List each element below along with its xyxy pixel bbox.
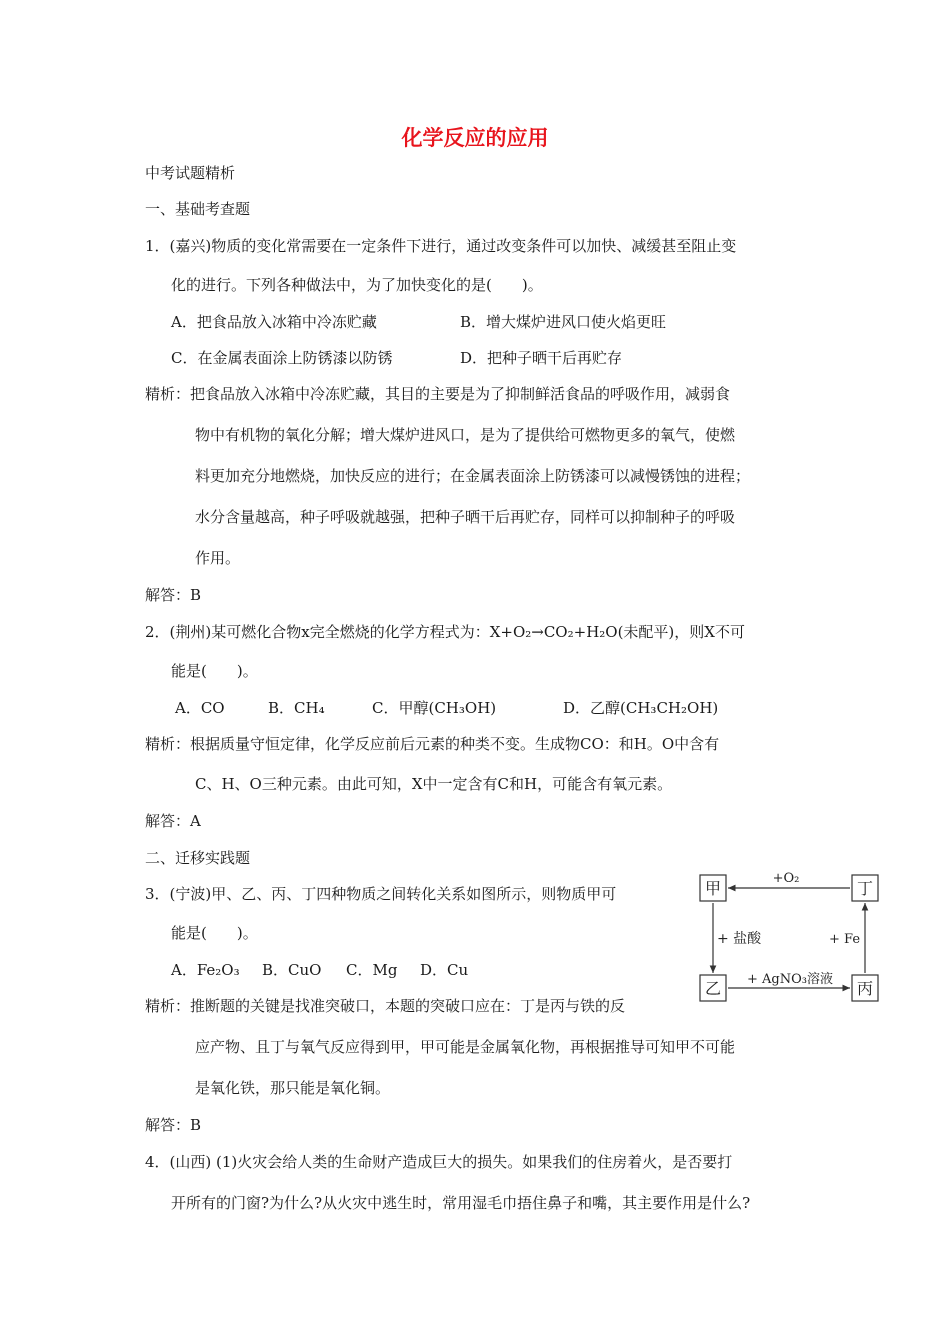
- question-3-analysis-line: 应产物、且丁与氧气反应得到甲，甲可能是金属氧化物，再根据推导可知甲不可能: [195, 1038, 736, 1056]
- question-1-analysis-line: 水分含量越高，种子呼吸就越强，把种子晒干后再贮存，同样可以抑制种子的呼吸: [195, 508, 736, 526]
- question-2-line-1: 2．(荆州)某可燃化合物x完全燃烧的化学方程式为：X+O₂→CO₂+H₂O(未配平)，则X不可: [145, 623, 745, 641]
- question-3-option-b: B．CuO: [262, 961, 322, 979]
- question-1-analysis-line: 物中有机物的氧化分解；增大煤炉进风口，是为了提供给可燃物更多的氧气，使燃: [195, 426, 736, 444]
- question-3-option-a: A．Fe₂O₃: [171, 961, 240, 979]
- question-1-option-b: B．增大煤炉进风口使火焰更旺: [460, 313, 667, 331]
- label-bing: 丙: [856, 979, 874, 998]
- question-2-analysis-line: C、H、O三种元素。由此可知，X中一定含有C和H，可能含有氧元素。: [195, 775, 673, 793]
- question-1-option-d: D．把种子晒干后再贮存: [460, 349, 623, 367]
- question-2-answer: 解答：A: [145, 812, 201, 830]
- question-2-analysis-line: 精析：根据质量守恒定律，化学反应前后元素的种类不变。生成物CO：和H。O中含有: [145, 735, 720, 753]
- question-3-option-d: D．Cu: [420, 961, 469, 979]
- section-heading: 一、基础考查题: [145, 200, 251, 218]
- question-2-option-c: C．甲醇(CH₃OH): [372, 699, 497, 717]
- question-4-line-2: 开所有的门窗?为什么?从火灾中逃生时，常用湿毛巾捂住鼻子和嘴，其主要作用是什么?: [171, 1194, 751, 1212]
- question-1-analysis-line: 料更加充分地燃烧，加快反应的进行；在金属表面涂上防锈漆可以减慢锈蚀的进程；: [195, 467, 751, 485]
- label-yi: 乙: [704, 979, 722, 998]
- question-3-line-1: 3．(宁波)甲、乙、丙、丁四种物质之间转化关系如图所示，则物质甲可: [145, 885, 617, 903]
- question-2-option-d: D．乙醇(CH₃CH₂OH): [563, 699, 719, 717]
- conversion-diagram: [690, 865, 890, 1015]
- question-1-option-c: C．在金属表面涂上防锈漆以防锈: [171, 349, 393, 367]
- heading: 中考试题精析: [145, 164, 236, 182]
- label-hcl: + 盐酸: [717, 931, 762, 947]
- question-3-analysis-line: 精析：推断题的关键是找准突破口，本题的突破口应在：丁是丙与铁的反: [145, 997, 626, 1015]
- section-heading: 二、迁移实践题: [145, 849, 251, 867]
- question-4-line-1: 4．(山西) (1)火灾会给人类的生命财产造成巨大的损失。如果我们的住房着火，是否要打: [145, 1153, 733, 1171]
- question-1-line-1: 1．(嘉兴)物质的变化常需要在一定条件下进行，通过改变条件可以加快、减缓甚至阻止变: [145, 237, 737, 255]
- question-2-option-a: A．CO: [175, 699, 225, 717]
- label-o2: +O₂: [772, 871, 800, 886]
- question-1-line-2: 化的进行。下列各种做法中，为了加快变化的是( )。: [171, 276, 543, 294]
- question-3-answer: 解答：B: [145, 1116, 202, 1134]
- question-2-option-b: B．CH₄: [268, 699, 325, 717]
- question-1-option-a: A．把食品放入冰箱中冷冻贮藏: [171, 313, 377, 331]
- question-2-line-2: 能是( )。: [171, 662, 258, 680]
- question-3-line-2: 能是( )。: [171, 924, 258, 942]
- label-fe: + Fe: [829, 932, 861, 947]
- page-title: 化学反应的应用: [401, 126, 549, 150]
- label-agno3: + AgNO₃溶液: [747, 972, 833, 987]
- question-3-option-c: C．Mg: [346, 961, 398, 979]
- label-jia: 甲: [704, 879, 722, 898]
- label-ding: 丁: [856, 879, 874, 898]
- question-1-answer: 解答：B: [145, 586, 202, 604]
- question-1-analysis-line: 精析：把食品放入冰箱中冷冻贮藏，其目的主要是为了抑制鲜活食品的呼吸作用，减弱食: [145, 385, 731, 403]
- question-3-analysis-line: 是氧化铁，那只能是氧化铜。: [195, 1079, 391, 1097]
- question-1-analysis-line: 作用。: [195, 549, 241, 567]
